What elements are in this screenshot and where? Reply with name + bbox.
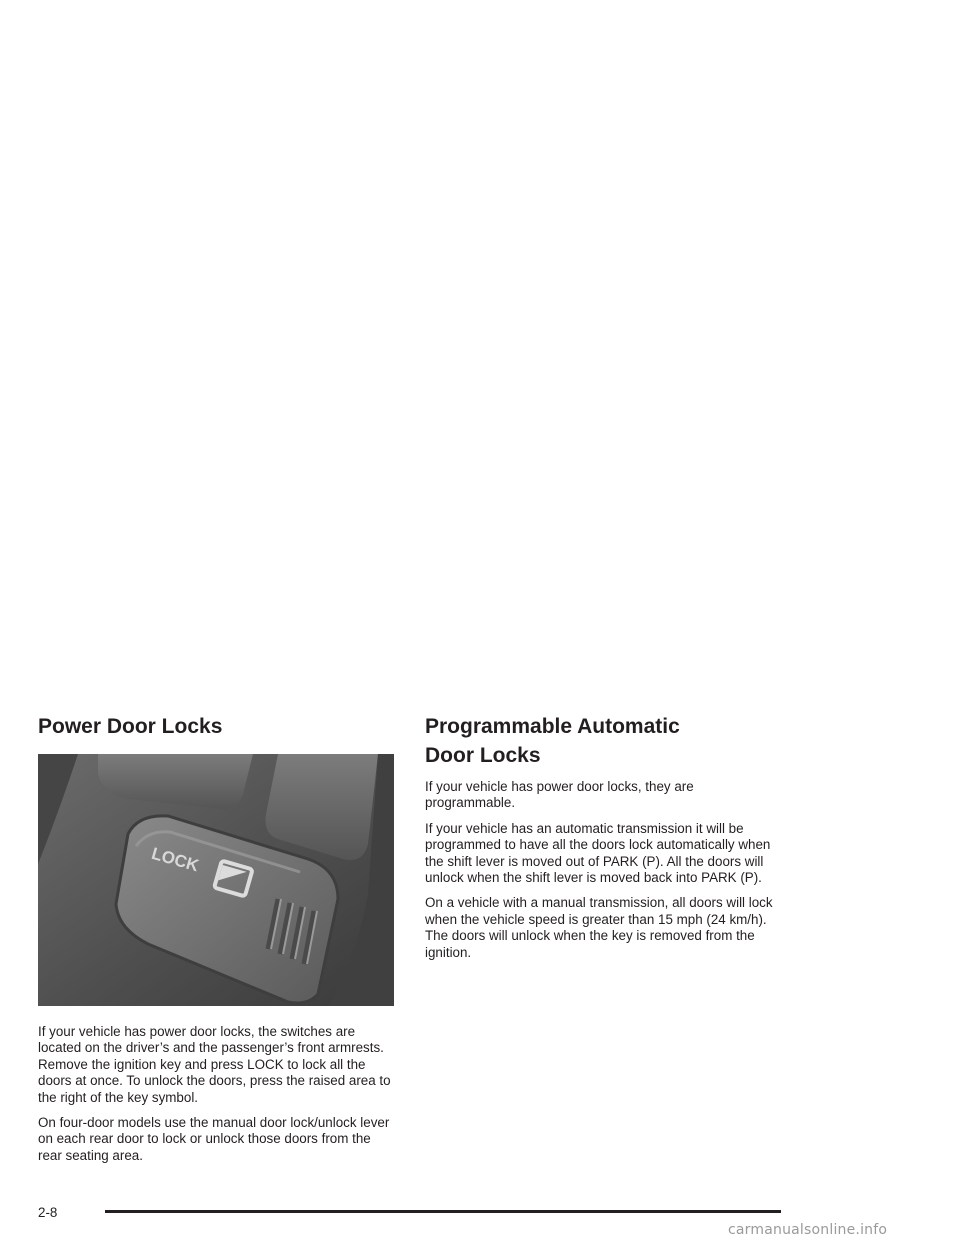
paragraph-power-locks-1: If your vehicle has power door locks, the switches are located on the driver’s and the passenger’s front armrests. Remove the ignition key and press LOCK to lock all the doors at once. To unlock the doors, press the raised area to the right of the key symbol. bbox=[38, 1024, 391, 1105]
paragraph-programmable-1: If your vehicle has power door locks, they are programmable. bbox=[425, 779, 694, 811]
programmable-locks-section bbox=[425, 712, 785, 970]
watermark-text[interactable]: carmanualsonline.info bbox=[728, 1222, 888, 1238]
page-number: 2-8 bbox=[38, 1205, 58, 1220]
lock-switch-label: LOCK bbox=[149, 843, 201, 876]
heading-line-1: Programmable Automatic bbox=[425, 715, 680, 738]
heading-line-2: Door Locks bbox=[425, 744, 541, 767]
paragraph-programmable-3: On a vehicle with a manual transmission, all doors will lock when the vehicle speed is greater than 15 mph (24 km/h). The doors will unlock when the key is removed from the ignition. bbox=[425, 895, 773, 960]
section-heading-power-door-locks: Power Door Locks bbox=[38, 715, 223, 738]
paragraph-programmable-2: If your vehicle has an automatic transmission it will be programmed to have all the doors lock automatically when the shift lever is moved out of PARK (P). All the doors will unlock when the shift lever is moved back into PARK (P). bbox=[425, 820, 771, 886]
footer-rule bbox=[105, 1210, 781, 1213]
section-heading-programmable-locks bbox=[425, 712, 785, 770]
paragraph-power-locks-2: On four-door models use the manual door lock/unlock lever on each rear door to lock or unlock those doors from the rear seating area. bbox=[38, 1115, 390, 1163]
door-lock-switch-photo bbox=[38, 754, 394, 1006]
power-door-locks-section bbox=[38, 712, 394, 1173]
